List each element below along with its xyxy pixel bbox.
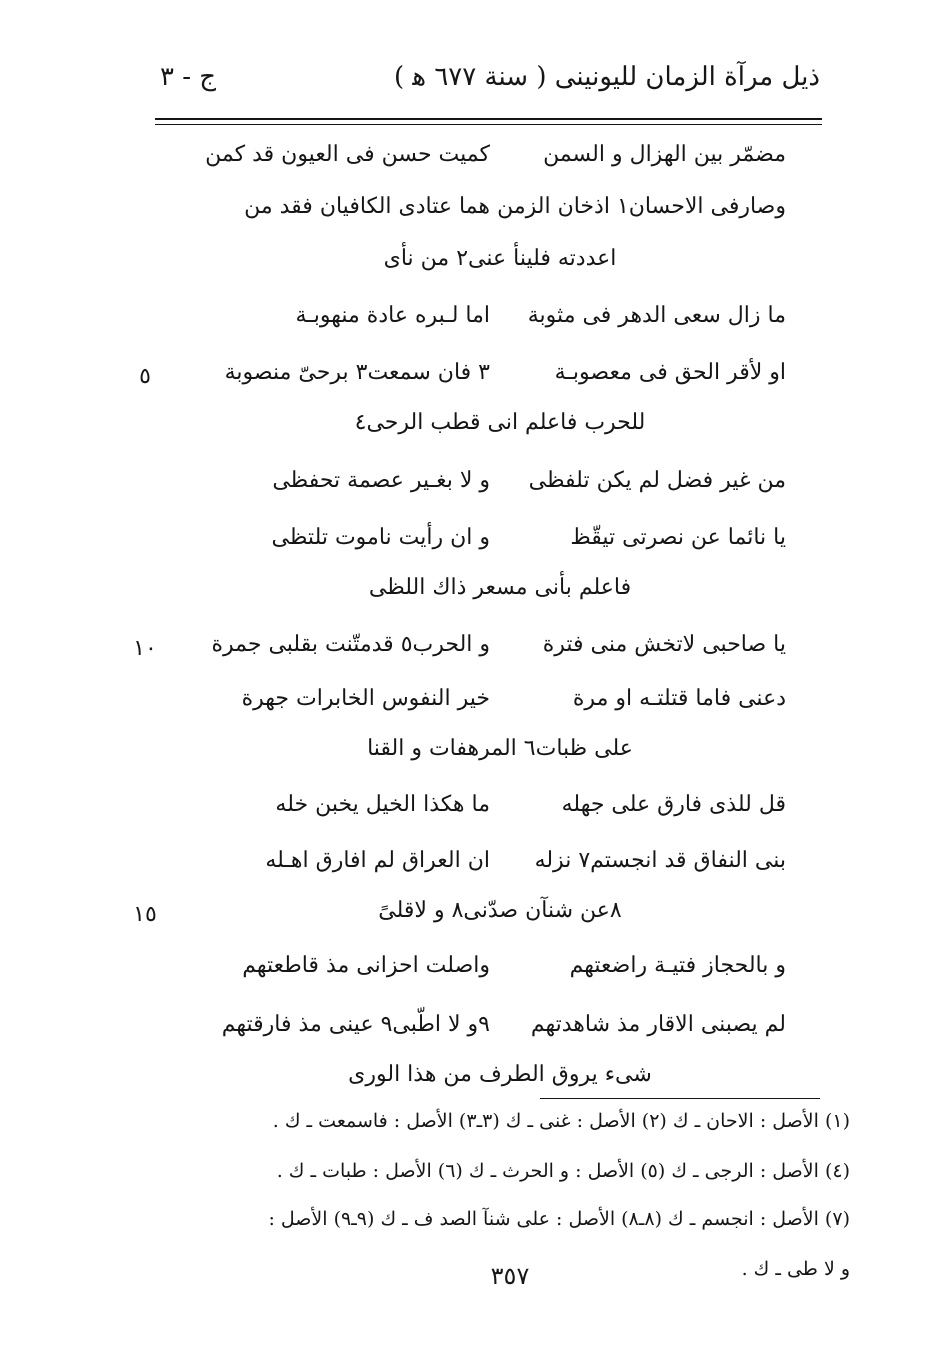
verse-11-first-hemistich: دعنى فاما قتلتـه او مرة (572, 686, 786, 711)
verse-10-second-hemistich: و الحرب٥ قدمتّنت بقلبى جمرة (211, 632, 490, 657)
verse-8-first-hemistich: يا نائما عن نصرتى تيقّظ (570, 525, 786, 550)
verse-2-first-hemistich: وصارفى الاحسان١ اذخان الزمن (497, 194, 786, 219)
footnote-line-4: و لا طى ـ ك . (741, 1258, 850, 1280)
verse-17-second-hemistich: ٩و لا اطّبى٩ عينى مذ فارقتهم (221, 1012, 490, 1037)
verse-7-first-hemistich: من غير فضل لم يكن تلفظى (528, 468, 786, 493)
verse-16-first-hemistich: و بالحجاز فتيـة راضعتهم (569, 953, 786, 978)
volume-mark: ج - ٣ (160, 62, 217, 92)
page-number: ٣٥٧ (490, 1262, 530, 1290)
verse-6-refrain: للحرب فاعلم انى قطب الرحى٤ (354, 410, 646, 435)
verse-9-refrain: فاعلم بأنى مسعر ذاك اللظى (368, 575, 632, 600)
footnote-rule (540, 1098, 820, 1099)
verse-5-first-hemistich: او لأقر الحق فى معصوبـة (554, 360, 786, 385)
verse-12-refrain: على ظبات٦ المرهفات و القنا (367, 736, 633, 761)
footnote-line-2: (٤) الأصل : الرجى ـ ك (٥) الأصل : و الحرث ـ ك (٦) الأصل : طبات ـ ك . (276, 1160, 850, 1182)
line-number-5: ٥ (139, 364, 151, 389)
verse-17-first-hemistich: لم يصبنى الاقار مذ شاهدتهم (530, 1012, 786, 1037)
footnote-line-1: (١) الأصل : الاحان ـ ك (٢) الأصل : غنى ـ ك (٣ـ٣) الأصل : فاسمعت ـ ك . (272, 1110, 850, 1132)
verse-15-refrain: ٨عن شنآن صدّنى٨ و لاقلىً (378, 898, 622, 923)
line-number-10: ١٠ (133, 636, 157, 661)
footnote-line-3: (٧) الأصل : انجسم ـ ك (٨ـ٨) الأصل : على شنآ الصد ف ـ ك (٩ـ٩) الأصل : (268, 1208, 850, 1230)
verse-13-first-hemistich: قل للذى فارق على جهله (561, 792, 786, 817)
verse-4-second-hemistich: اما لـبره عادة منهوبـة (295, 303, 490, 328)
verse-3-refrain: اعددته فلينأ عنى٢ من نأى (383, 246, 617, 271)
verse-1-first-hemistich: مضمّر بين الهزال و السمن (543, 142, 786, 167)
header-rule-thin (155, 124, 822, 125)
verse-4-first-hemistich: ما زال سعى الدهر فى مثوبة (527, 303, 786, 328)
verse-13-second-hemistich: ما هكذا الخيل يخبن خله (275, 792, 490, 817)
verse-11-second-hemistich: خير النفوس الخابرات جهرة (241, 686, 490, 711)
line-number-15: ١٥ (133, 902, 157, 927)
verse-5-second-hemistich: ٣ فان سمعت٣ برحىّ منصوبة (224, 360, 490, 385)
verse-14-second-hemistich: ان العراق لم افارق اهـله (265, 848, 490, 873)
verse-2-second-hemistich: هما عتادى الكافيان فقد من (244, 194, 490, 219)
verse-8-second-hemistich: و ان رأيت ناموت تلتظى (271, 525, 490, 550)
verse-18-refrain: شىء يروق الطرف من هذا الورى (348, 1062, 652, 1087)
verse-10-first-hemistich: يا صاحبى لاتخش منى فترة (542, 632, 786, 657)
verse-14-first-hemistich: بنى النفاق قد انجستم٧ نزله (534, 848, 786, 873)
verse-1-second-hemistich: كميت حسن فى العيون قد كمن (205, 142, 490, 167)
running-title: ذيل مرآة الزمان لليونينى ( سنة ٦٧٧ ﻫ ) (393, 62, 820, 92)
header-rule-thick (155, 118, 822, 120)
verse-7-second-hemistich: و لا بغـير عصمة تحفظى (272, 468, 490, 493)
verse-16-second-hemistich: واصلت احزانى مذ قاطعتهم (242, 953, 490, 978)
